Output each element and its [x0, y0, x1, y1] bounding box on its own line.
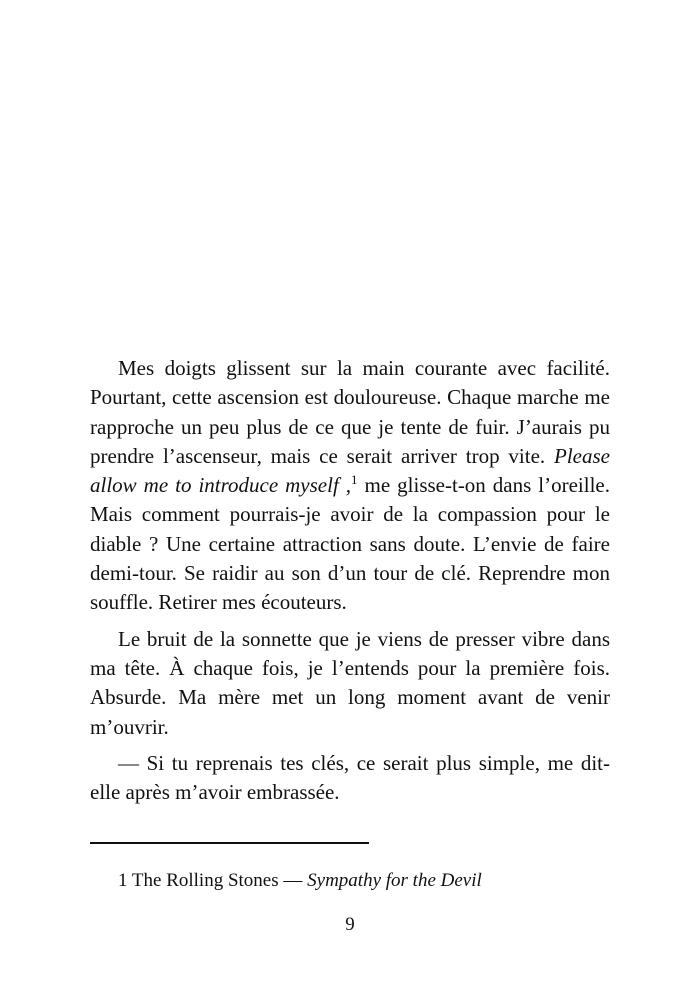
paragraph-1-text-end: me glisse-t-on dans l’oreille. Mais comment pourrais-je avoir de la compassion pour le diable ? Une certaine attraction sans doute. L’envie de faire demi-tour. Se raidir au son d’un tour de clé. Reprendre mon souffle. Retirer mes écouteurs.: [90, 473, 610, 615]
footnote-separator: [90, 842, 369, 844]
footnote-number: 1: [118, 870, 128, 891]
footnote-reference: 1: [351, 472, 358, 488]
paragraph-1: [90, 354, 610, 618]
paragraph-1-text: Mes doigts glissent sur la main courante avec facilité. Pourtant, cette ascension est douloureuse. Chaque marche me rapproche un peu plus de ce que je tente de fuir. J’aurais pu prendre l’ascenseur, mais ce serait arriver trop vite.: [90, 356, 610, 468]
footnote: [118, 869, 482, 893]
main-text: [90, 354, 610, 814]
footnote-song-title: Sympathy for the Devil: [307, 870, 482, 891]
song-lyric-quote: Please allow me to introduce myself ,: [90, 443, 610, 498]
page-number: 9: [345, 914, 355, 935]
paragraph-2: Le bruit de la sonnette que je viens de presser vibre dans ma tête. À chaque fois, je l’entends pour la première fois. Absurde. Ma mère met un long moment avant de venir m’ouvrir.: [90, 626, 610, 739]
footnote-text: The Rolling Stones —: [127, 870, 308, 891]
paragraph-3: — Si tu reprenais tes clés, ce serait plus simple, me dit-elle après m’avoir embrassée.: [90, 750, 610, 805]
